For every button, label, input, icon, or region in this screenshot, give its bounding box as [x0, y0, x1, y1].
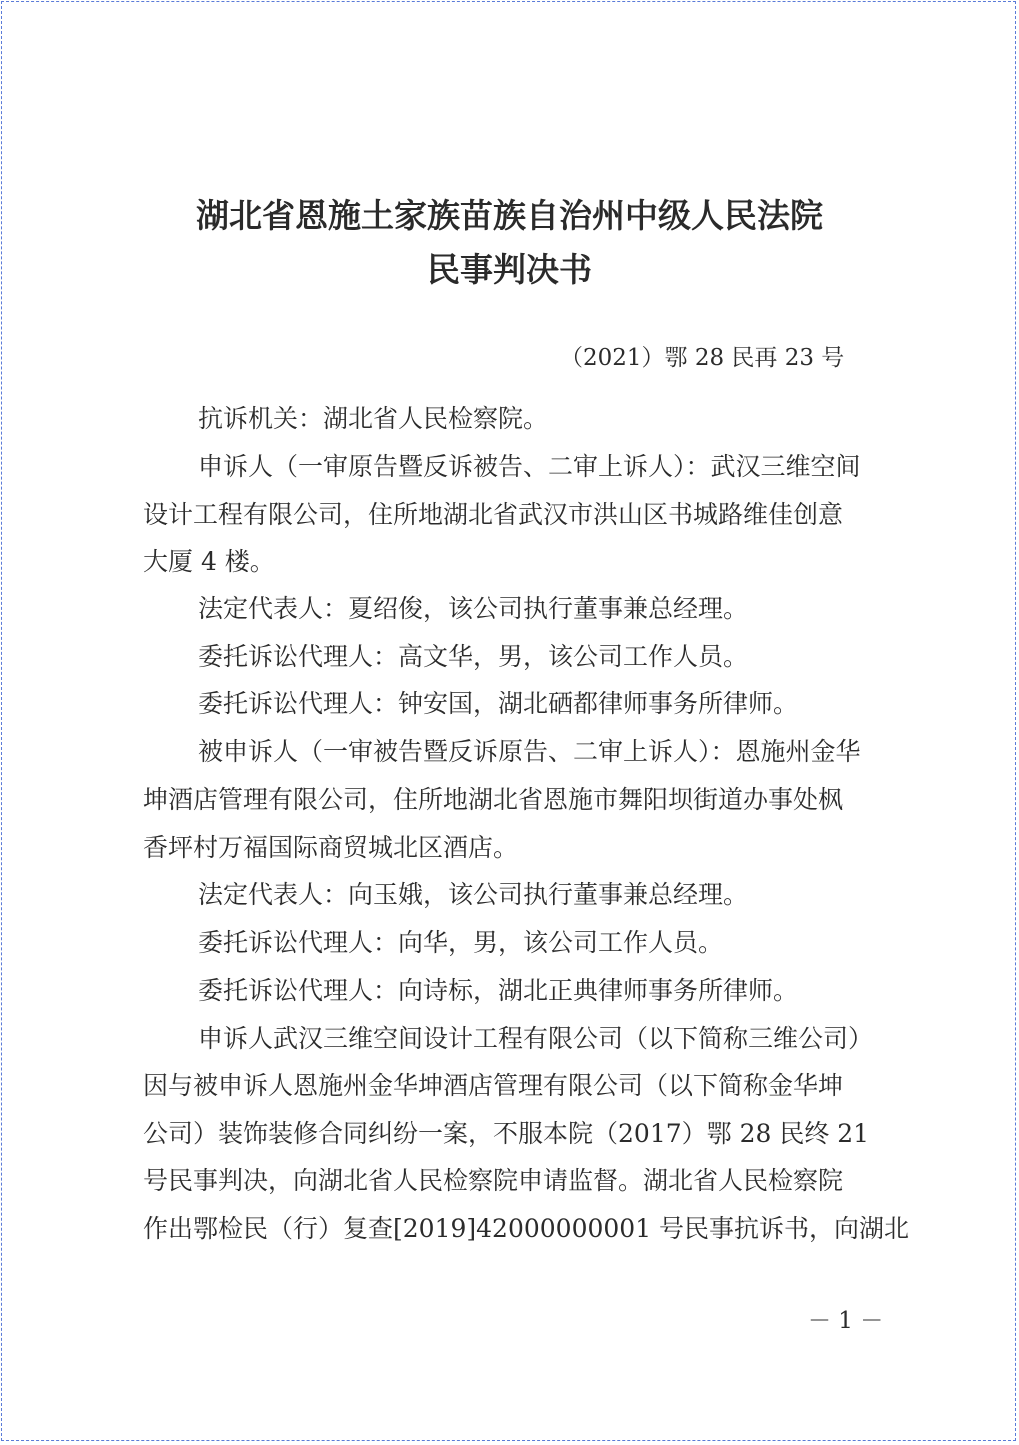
- legal-representative-line: 法定代表人：夏绍俊，该公司执行董事兼总经理。: [198, 594, 749, 623]
- appellant-line: 申诉人（一审原告暨反诉被告、二审上诉人）：武汉三维空间: [198, 452, 861, 481]
- body-paragraph-line: 公司）装饰装修合同纠纷一案，不服本院（2017）鄂 28 民终 21: [143, 1119, 870, 1148]
- case-number: （2021）鄂 28 民再 23 号: [560, 345, 845, 371]
- protest-authority-line: 抗诉机关：湖北省人民检察院。: [198, 404, 549, 433]
- legal-representative-line: 法定代表人：向玉娥，该公司执行董事兼总经理。: [198, 880, 749, 909]
- body-paragraph-line: 申诉人武汉三维空间设计工程有限公司（以下简称三维公司）: [198, 1024, 874, 1053]
- respondent-line: 坤酒店管理有限公司，住所地湖北省恩施市舞阳坝街道办事处枫: [143, 785, 844, 814]
- respondent-line: 香坪村万福国际商贸城北区酒店。: [143, 833, 519, 862]
- court-name-title: 湖北省恩施土家族苗族自治州中级人民法院: [196, 196, 823, 235]
- body-paragraph-line: 作出鄂检民（行）复查[2019]42000000001 号民事抗诉书，向湖北: [143, 1214, 910, 1243]
- appellant-line: 设计工程有限公司，住所地湖北省武汉市洪山区书城路维佳创意: [143, 500, 844, 529]
- agent-line: 委托诉讼代理人：高文华，男，该公司工作人员。: [198, 642, 749, 671]
- appellant-line: 大厦 4 楼。: [143, 547, 275, 576]
- agent-line: 委托诉讼代理人：向华，男，该公司工作人员。: [198, 928, 724, 957]
- respondent-line: 被申诉人（一审被告暨反诉原告、二审上诉人）：恩施州金华: [198, 737, 861, 766]
- page-number: － 1 －: [808, 1308, 884, 1334]
- agent-line: 委托诉讼代理人：钟安国，湖北硒都律师事务所律师。: [198, 689, 799, 718]
- document-type-title: 民事判决书: [427, 250, 592, 289]
- body-paragraph-line: 因与被申诉人恩施州金华坤酒店管理有限公司（以下简称金华坤: [143, 1071, 844, 1100]
- agent-line: 委托诉讼代理人：向诗标，湖北正典律师事务所律师。: [198, 976, 799, 1005]
- body-paragraph-line: 号民事判决，向湖北省人民检察院申请监督。湖北省人民检察院: [143, 1166, 844, 1195]
